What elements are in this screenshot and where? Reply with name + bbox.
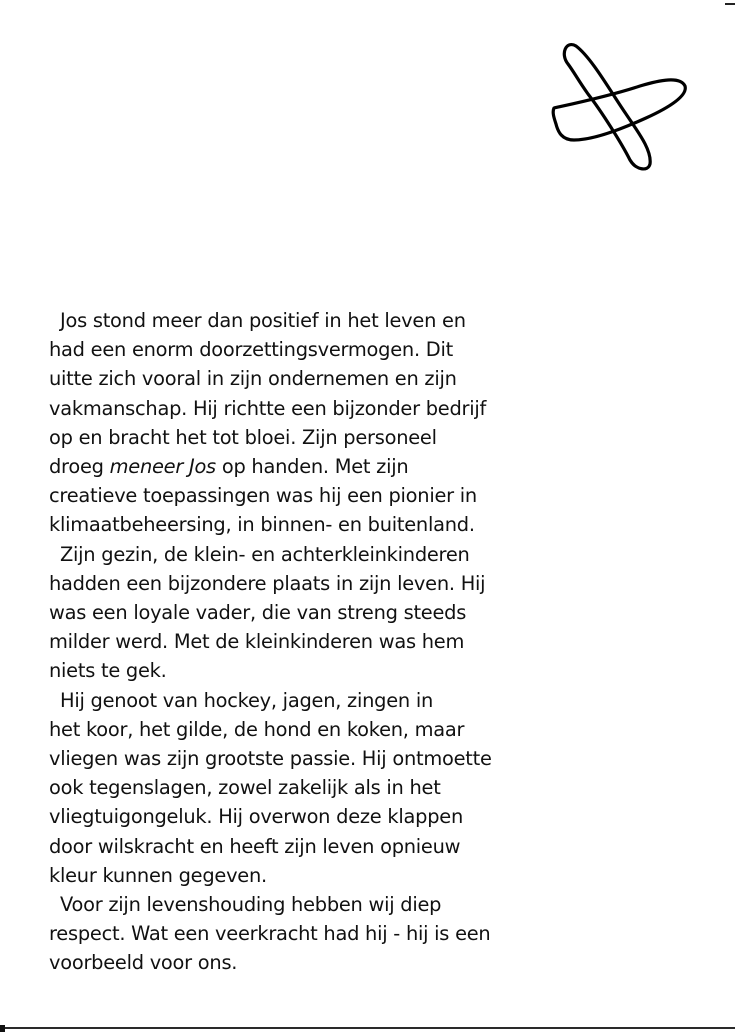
text-line: vliegtuigongeluk. Hij overwon deze klappen [49,805,463,829]
hand-drawn-cross-icon [548,36,694,176]
corner-tick [725,3,735,5]
text-line: ook tegenslagen, zowel zakelijk als in het [49,776,441,800]
text-line: milder werd. Met de kleinkinderen was hem [49,630,465,654]
text-segment: droeg [49,455,110,479]
text-line: op en bracht het tot bloei. Zijn personeel [49,425,437,449]
text-line: het koor, het gilde, de hond en koken, maar [49,717,465,741]
text-line: niets te gek. [49,659,167,683]
text-line: Jos stond meer dan positief in het leven en [60,309,466,332]
text-line: Zijn gezin, de klein- en achterkleinkinderen [60,542,470,566]
text-line: Hij genoot van hockey, jagen, zingen in [60,688,434,712]
text-line: Voor zijn levenshouding hebben wij diep [60,893,442,917]
text-line: had een enorm doorzettingsvermogen. Dit [49,338,453,362]
bottom-rule [0,1027,735,1029]
text-segment: op handen. Met zijn [215,455,409,479]
text-line: was een loyale vader, die van streng steeds [49,601,467,625]
text-line: klimaatbeheersing, in binnen- en buitenland. [49,513,475,537]
text-line: respect. Wat een veerkracht had hij - hij is een [49,922,491,946]
text-line: uitte zich vooral in zijn ondernemen en zijn [49,367,457,391]
text-line: creatieve toepassingen was hij een pionier in [49,484,477,508]
text-line: voorbeeld voor ons. [49,951,238,975]
text-line: vakmanschap. Hij richtte een bijzonder bedrijf [49,396,487,420]
text-line: vliegen was zijn grootste passie. Hij ontmoette [49,747,492,771]
bottom-mark [0,1025,5,1032]
memorial-text [49,306,529,978]
text-line: door wilskracht en heeft zijn leven opnieuw [49,834,461,858]
text-line: kleur kunnen gegeven. [49,863,267,887]
text-line [49,452,529,481]
italic-name: meneer Jos [109,455,216,479]
text-line: hadden een bijzondere plaats in zijn leven. Hij [49,571,486,595]
